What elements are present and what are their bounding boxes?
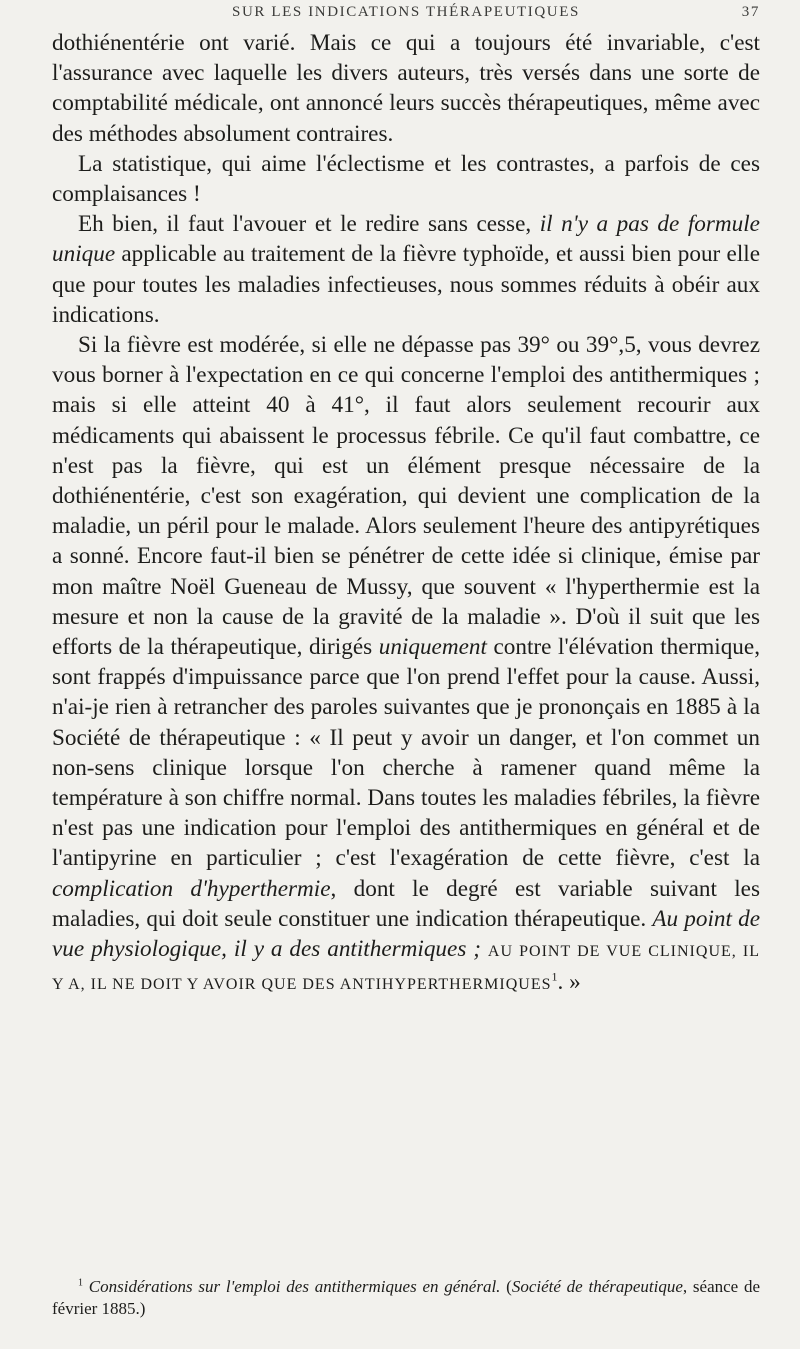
paragraph [52, 149, 760, 209]
footnote [52, 1276, 760, 1320]
paragraph [52, 28, 760, 149]
text-segment: Eh bien, il faut l'avouer et le redire sans cesse, [78, 211, 540, 238]
text-segment: , dont le degré est variable suivant les maladies, qui doit seule constituer une indication thérapeutique. [52, 875, 760, 932]
text-segment: ( [500, 1277, 512, 1296]
page-number: 37 [741, 4, 760, 20]
text-segment: , séance de février 1885.) [52, 1277, 761, 1318]
italic-text: complication d'hyperthermie [52, 875, 331, 902]
footnote-marker: 1 [78, 1277, 83, 1289]
paragraph [52, 209, 760, 330]
text-segment: Si la fièvre est modérée, si elle ne dépasse pas 39° ou 39°,5, vous devrez vous borner à l'expectation en ce qui concerne l'emploi des antithermiques ; mais si elle atteint 40 à 41°, il faut alors seulement recourir aux médicaments qui abaissent le processus fébrile. Ce qu'il faut combattre, ce n'est pas la fièvre, qui est un élément presque nécessaire de la dothiénentérie, c'est son exagération, qui devient une complication de la maladie, un péril pour le malade. Alors seulement l'heure des antipyrétiques a sonné. Encore faut-il bien se pénétrer de cette idée si clinique, émise par mon maître Noël Gueneau de Mussy, que souvent « l'hyperthermie est la mesure et non la cause de la gravité de la maladie ». D'où il suit que les efforts de la thérapeutique, dirigés [52, 332, 760, 661]
running-head-title: SUR LES INDICATIONS THÉRAPEUTIQUES [232, 4, 580, 20]
body-text [52, 28, 760, 1001]
running-head [52, 4, 760, 30]
small-caps-text: AU POINT DE VUE CLINIQUE, IL Y A, IL NE DOIT Y AVOIR QUE DES ANTIHYPERTHERMIQUES [52, 943, 760, 994]
text-segment: . » [557, 969, 581, 996]
italic-text: Société de thérapeutique [511, 1277, 683, 1296]
italic-text: Considérations sur l'emploi des antithermiques en général. [88, 1277, 501, 1296]
italic-text: Au point de vue physiologique, il y a des antithermiques ; [52, 905, 760, 963]
footnote-text [52, 1277, 760, 1318]
italic-text: uniquement [378, 634, 487, 661]
text-segment: La statistique, qui aime l'éclectisme et les contrastes, a parfois de ces complaisances ! [52, 150, 760, 208]
paragraph [52, 330, 760, 1000]
footnote-reference: 1 [551, 969, 558, 984]
text-segment [481, 936, 488, 962]
italic-text: il n'y a pas de formule unique [52, 211, 760, 268]
text-segment: applicable au traitement de la fièvre typhoïde, et aussi bien pour elle que pour toutes les maladies infectieuses, nous sommes réduits à obéir aux indications. [52, 241, 760, 328]
text-segment: dothiénentérie ont varié. Mais ce qui a toujours été invariable, c'est l'assurance avec laquelle les divers auteurs, très versés dans une sorte de comptabilité médicale, ont annoncé leurs succès thérapeutiques, même avec des méthodes absolument contraires. [52, 30, 760, 147]
text-segment: contre l'élévation thermique, sont frappés d'impuissance parce que l'on prend l'effet pour la cause. Aussi, n'ai-je rien à retrancher des paroles suivantes que je prononçais en 1885 à la Société de thérapeutique : « Il peut y avoir un danger, et l'on commet un non-sens clinique lorsque l'on cherche à ramener quand même la température à son chiffre normal. Dans toutes les maladies fébriles, la fièvre n'est pas une indication pour l'emploi des antithermiques en général et de l'antipyrine en particulier ; c'est l'exagération de cette fièvre, c'est la [52, 634, 760, 872]
